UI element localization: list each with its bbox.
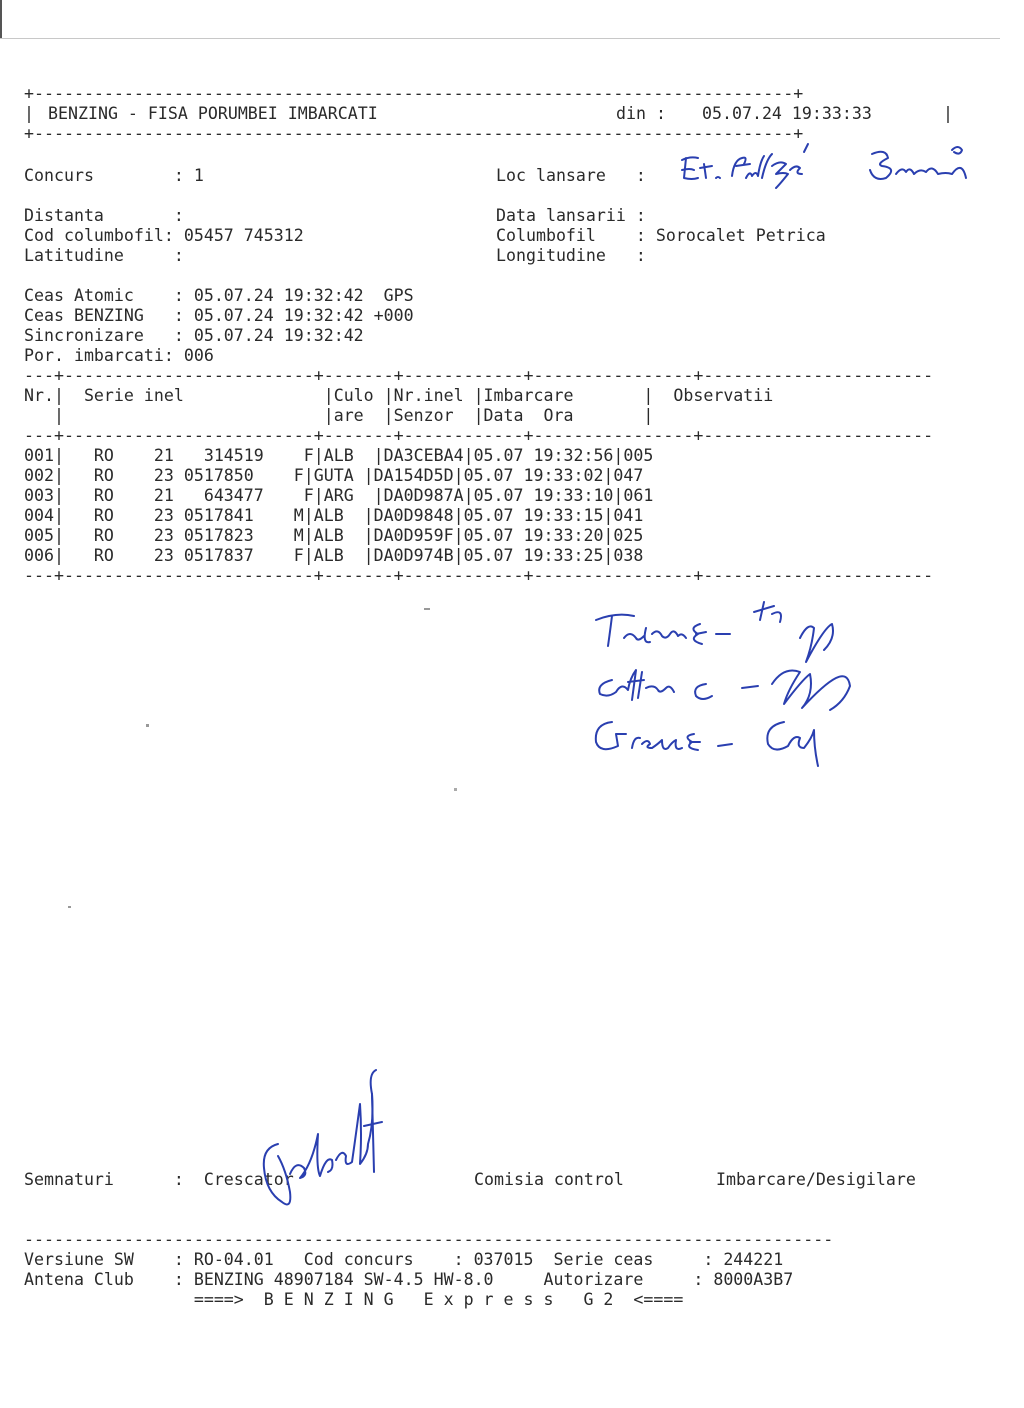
header-left-bar: | bbox=[24, 104, 34, 123]
breeder-signature bbox=[256, 1064, 396, 1214]
header-right-bar: | bbox=[943, 104, 953, 123]
table-row: 006| RO 23 0517837 F|ALB |DA0D974B|05.07 19:33:25|038 bbox=[24, 546, 644, 565]
table-row: 005| RO 23 0517823 M|ALB |DA0D959F|05.07 19:33:20|025 bbox=[24, 526, 644, 545]
scan-speck bbox=[454, 788, 457, 791]
din-label: din : bbox=[616, 104, 666, 123]
footer-benzing-express: ====> B E N Z I N G E x p r e s s G 2 <==== bbox=[24, 1290, 684, 1309]
comisia-control-label: Comisia control bbox=[474, 1170, 624, 1189]
header-border-top: +----------------------------------------------------------------------------+ bbox=[24, 84, 804, 103]
table-header-line-1: Nr.| Serie inel |Culo |Nr.inel |Imbarcare | Observatii bbox=[24, 386, 774, 405]
page-edge-top bbox=[0, 38, 1000, 39]
columbofil-field: Columbofil : Sorocalet Petrica bbox=[496, 226, 826, 245]
concurs-field: Concurs : 1 bbox=[24, 166, 204, 185]
footer-antena-club: Antena Club : BENZING 48907184 SW-4.5 HW-8.0 Autorizare : 8000A3B7 bbox=[24, 1270, 794, 1289]
table-row: 001| RO 21 314519 F|ALB |DA3CEBA4|05.07 19:32:56|005 bbox=[24, 446, 654, 465]
footer-versiune-sw: Versiune SW : RO-04.01 Cod concurs : 037015 Serie ceas : 244221 bbox=[24, 1250, 784, 1269]
table-header-line-2: | |are |Senzor |Data Ora | bbox=[24, 406, 654, 425]
loc-lansare-label: Loc lansare : bbox=[496, 166, 646, 185]
data-lansarii-field: Data lansarii : bbox=[496, 206, 646, 225]
scan-speck bbox=[424, 608, 430, 610]
page-edge-left bbox=[0, 0, 2, 38]
table-rule-mid: ---+-------------------------+-------+------------+----------------+----------------------- bbox=[24, 426, 934, 445]
handwritten-commission-signatures bbox=[588, 598, 878, 768]
longitudine-field: Longitudine : bbox=[496, 246, 646, 265]
imbarcare-desigilare-label: Imbarcare/Desigilare bbox=[716, 1170, 916, 1189]
table-rule-top: ---+-------------------------+-------+------------+----------------+----------------------- bbox=[24, 366, 934, 385]
table-rule-bottom: ---+-------------------------+-------+------------+----------------+----------------------- bbox=[24, 566, 934, 585]
document-title: BENZING - FISA PORUMBEI IMBARCATI bbox=[48, 104, 378, 123]
ceas-benzing-field: Ceas BENZING : 05.07.24 19:32:42 +000 bbox=[24, 306, 414, 325]
handwritten-location bbox=[676, 130, 976, 190]
ceas-atomic-field: Ceas Atomic : 05.07.24 19:32:42 GPS bbox=[24, 286, 414, 305]
din-value: 05.07.24 19:33:33 bbox=[702, 104, 872, 123]
scan-speck bbox=[146, 724, 149, 727]
distanta-field: Distanta : bbox=[24, 206, 184, 225]
footer-rule: --------------------------------------------------------------------------------- bbox=[24, 1230, 834, 1249]
table-row: 003| RO 21 643477 F|ARG |DA0D987A|05.07 19:33:10|061 bbox=[24, 486, 654, 505]
scan-speck bbox=[68, 906, 71, 908]
header-border-bottom: +----------------------------------------------------------------------------+ bbox=[24, 124, 804, 143]
cod-columbofil-field: Cod columbofil: 05457 745312 bbox=[24, 226, 304, 245]
latitudine-field: Latitudine : bbox=[24, 246, 184, 265]
sincronizare-field: Sincronizare : 05.07.24 19:32:42 bbox=[24, 326, 364, 345]
table-row: 002| RO 23 0517850 F|GUTA |DA154D5D|05.07 19:33:02|047 bbox=[24, 466, 644, 485]
por-imbarcati-field: Por. imbarcati: 006 bbox=[24, 346, 214, 365]
table-row: 004| RO 23 0517841 M|ALB |DA0D9848|05.07 19:33:15|041 bbox=[24, 506, 644, 525]
semnaturi-crescator: Semnaturi : Crescator bbox=[24, 1170, 294, 1189]
